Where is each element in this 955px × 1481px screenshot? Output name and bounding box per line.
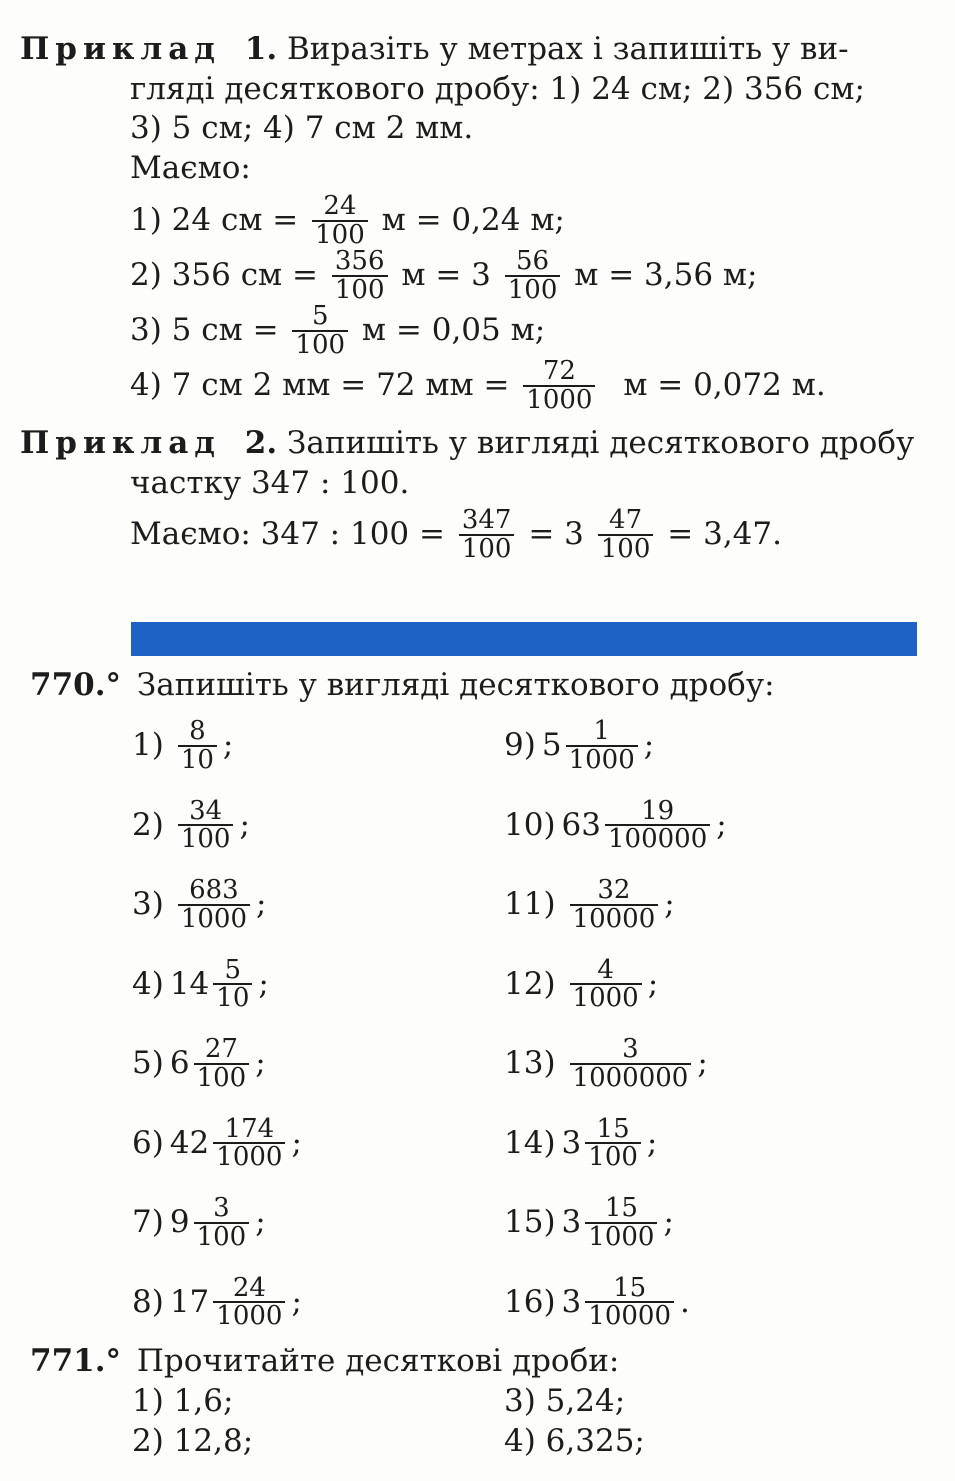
fraction: [585, 1195, 657, 1250]
fraction: [178, 877, 250, 932]
example2-text-line2: частку 347 : 100.: [130, 465, 410, 501]
denominator: 1000: [178, 904, 250, 933]
whole-part: 6: [169, 1045, 190, 1082]
denominator: 100: [194, 1222, 250, 1251]
numerator: 15: [613, 1272, 647, 1303]
example1-solution-1: 1) 24 см = $\frac{24}{100}$ м = 0,24 м;: [130, 191, 565, 250]
punctuation: ;: [643, 727, 655, 764]
fraction: $\frac{56}{100}$: [505, 248, 561, 303]
item-label: 4): [132, 965, 164, 1002]
punctuation: ;: [222, 727, 234, 764]
fraction: [213, 1272, 285, 1332]
exercise-770-item: [132, 1195, 266, 1250]
punctuation: ;: [258, 965, 269, 1002]
fraction: [178, 718, 217, 773]
exercise-770-item: [504, 1272, 690, 1332]
fraction: [585, 1113, 641, 1173]
fraction: [570, 954, 642, 1014]
example1-maiemo: Маємо:: [130, 150, 251, 186]
example1-text-line3: 3) 5 см; 4) 7 см 2 мм.: [130, 110, 474, 146]
example1-solution-3: 3) 5 см = $\frac{5}{100}$ м = 0,05 м;: [130, 301, 546, 360]
fraction: [194, 1195, 250, 1250]
fraction: [194, 1036, 250, 1091]
item-label: 3): [132, 886, 164, 923]
denominator: 10000: [570, 904, 659, 933]
item-label: 13): [504, 1045, 556, 1082]
exercise-770-item: [132, 1113, 302, 1173]
example1-label: Приклад: [20, 31, 221, 67]
punctuation: ;: [291, 1124, 302, 1161]
punctuation: ;: [255, 1045, 266, 1082]
fraction: $\frac{47}{100}$: [598, 507, 654, 562]
numerator: 15: [604, 1193, 638, 1223]
denominator: 100000: [605, 824, 710, 853]
denominator: 1000: [585, 1222, 657, 1251]
exercise-770-item: [504, 1195, 674, 1250]
whole-part: 3: [561, 1204, 582, 1241]
item-label: 6): [132, 1124, 164, 1161]
fraction: [213, 1113, 285, 1173]
fraction: [570, 877, 659, 932]
fraction: $\frac{24}{100}$: [312, 193, 368, 248]
whole-part: 5: [541, 727, 562, 764]
example1-number: 1.: [244, 31, 278, 67]
item-label: 8): [132, 1283, 164, 1320]
whole-part: 17: [169, 1283, 210, 1320]
example2-text-line1: Запишіть у вигляді десяткового дробу: [287, 425, 915, 461]
fraction: $\frac{5}{100}$: [292, 303, 348, 358]
item-label: 2): [132, 806, 164, 843]
fraction: $\frac{347}{100}$: [459, 507, 515, 562]
denominator: 100: [585, 1142, 641, 1171]
exercise-771-item: 3) 5,24;: [504, 1383, 626, 1419]
item-label: 7): [132, 1204, 164, 1241]
whole-part: 63: [561, 806, 601, 843]
example1-text-line1: Виразіть у метрах і запишіть у ви-: [287, 31, 849, 67]
exercise-770-item: [132, 795, 250, 855]
punctuation: ;: [256, 886, 267, 923]
numerator: 32: [597, 875, 631, 905]
fraction: [213, 954, 252, 1014]
whole-part: 3: [561, 1283, 582, 1320]
denominator: 100: [178, 824, 234, 853]
numerator: 4: [597, 954, 614, 985]
punctuation: ;: [664, 886, 675, 923]
numerator: 3: [622, 1034, 639, 1064]
fraction: [605, 795, 710, 855]
fraction: [178, 795, 234, 855]
item-label: 5): [132, 1045, 164, 1082]
exercise-770-heading: [30, 667, 775, 703]
numerator: 27: [204, 1034, 238, 1064]
numerator: 3: [213, 1193, 230, 1223]
exercise-770-number: 770.°: [30, 667, 122, 703]
denominator: 1000: [213, 1301, 285, 1330]
exercise-770-item: [504, 877, 675, 932]
denominator: 1000: [213, 1142, 285, 1171]
exercise-771-item: 1) 1,6;: [132, 1383, 234, 1419]
denominator: 1000: [570, 983, 642, 1012]
example2-solution: Маємо: 347 : 100 = $\frac{347}{100}$ = 3 $\frac{47}{100}$ = 3,47.: [130, 505, 782, 564]
exercise-771-title: Прочитайте десяткові дроби:: [136, 1343, 620, 1379]
example2-number: 2.: [244, 425, 278, 461]
punctuation: ;: [663, 1204, 674, 1241]
item-label: 12): [504, 965, 556, 1002]
punctuation: ;: [646, 1124, 658, 1161]
exercise-771-heading: [30, 1343, 620, 1379]
denominator: 10: [213, 983, 252, 1012]
denominator: 10: [178, 745, 217, 774]
whole-part: 9: [169, 1204, 190, 1241]
exercise-770-item: [504, 1113, 658, 1173]
punctuation: .: [680, 1283, 690, 1320]
whole-part: 42: [169, 1124, 210, 1161]
numerator: 24: [232, 1272, 266, 1303]
exercise-770-item: [132, 718, 233, 773]
punctuation: ;: [716, 806, 727, 843]
item-label: 10): [504, 806, 556, 843]
punctuation: ;: [291, 1283, 302, 1320]
numerator: 34: [189, 795, 223, 826]
item-label: 14): [504, 1124, 556, 1161]
numerator: 174: [224, 1113, 275, 1144]
item-label: 1): [132, 727, 164, 764]
punctuation: ;: [647, 965, 659, 1002]
numerator: 8: [189, 716, 206, 746]
example2-heading: [20, 425, 915, 461]
item-label: 16): [504, 1283, 556, 1320]
fraction: [570, 1036, 692, 1091]
section-divider-band: [131, 622, 917, 656]
punctuation: ;: [697, 1045, 708, 1082]
example1-text-line2: гляді десяткового дробу: 1) 24 см; 2) 356 см;: [130, 71, 865, 107]
fraction: [566, 718, 638, 773]
fraction: [585, 1272, 674, 1332]
numerator: 683: [189, 875, 239, 905]
numerator: 19: [641, 795, 675, 826]
exercise-770-item: [132, 877, 266, 932]
exercise-770-item: [504, 954, 659, 1014]
punctuation: ;: [239, 806, 250, 843]
exercise-770-title: Запишіть у вигляді десяткового дробу:: [136, 667, 775, 703]
punctuation: ;: [255, 1204, 266, 1241]
exercise-771-item: 2) 12,8;: [132, 1423, 254, 1459]
item-label: 15): [504, 1204, 556, 1241]
exercise-771-number: 771.°: [30, 1343, 122, 1379]
fraction: $\frac{72}{1000}$: [523, 358, 595, 413]
exercise-770-item: [504, 718, 654, 773]
whole-part: 3: [561, 1124, 582, 1161]
exercise-771-item: 4) 6,325;: [504, 1423, 645, 1459]
example1-solution-2: 2) 356 см = $\frac{356}{100}$ м = 3 $\frac{56}{100}$ м = 3,56 м;: [130, 246, 758, 305]
exercise-770-item: [132, 954, 269, 1014]
whole-part: 14: [169, 965, 210, 1002]
exercise-770-item: [504, 1036, 708, 1091]
example2-label: Приклад: [20, 425, 221, 461]
item-label: 11): [504, 886, 556, 923]
example1-solution-4: 4) 7 см 2 мм = 72 мм = $\frac{72}{1000}$ м = 0,072 м.: [130, 356, 826, 415]
denominator: 10000: [585, 1301, 674, 1330]
exercise-770-item: [132, 1272, 302, 1332]
denominator: 1000: [566, 745, 638, 774]
exercise-770-item: [132, 1036, 266, 1091]
denominator: 1000000: [570, 1063, 692, 1092]
item-label: 9): [504, 727, 536, 764]
exercise-770-item: [504, 795, 727, 855]
numerator: 15: [596, 1113, 630, 1144]
fraction: $\frac{356}{100}$: [332, 248, 388, 303]
numerator: 1: [593, 716, 610, 746]
numerator: 5: [224, 954, 242, 985]
example1-heading: [20, 31, 849, 67]
denominator: 100: [194, 1063, 250, 1092]
